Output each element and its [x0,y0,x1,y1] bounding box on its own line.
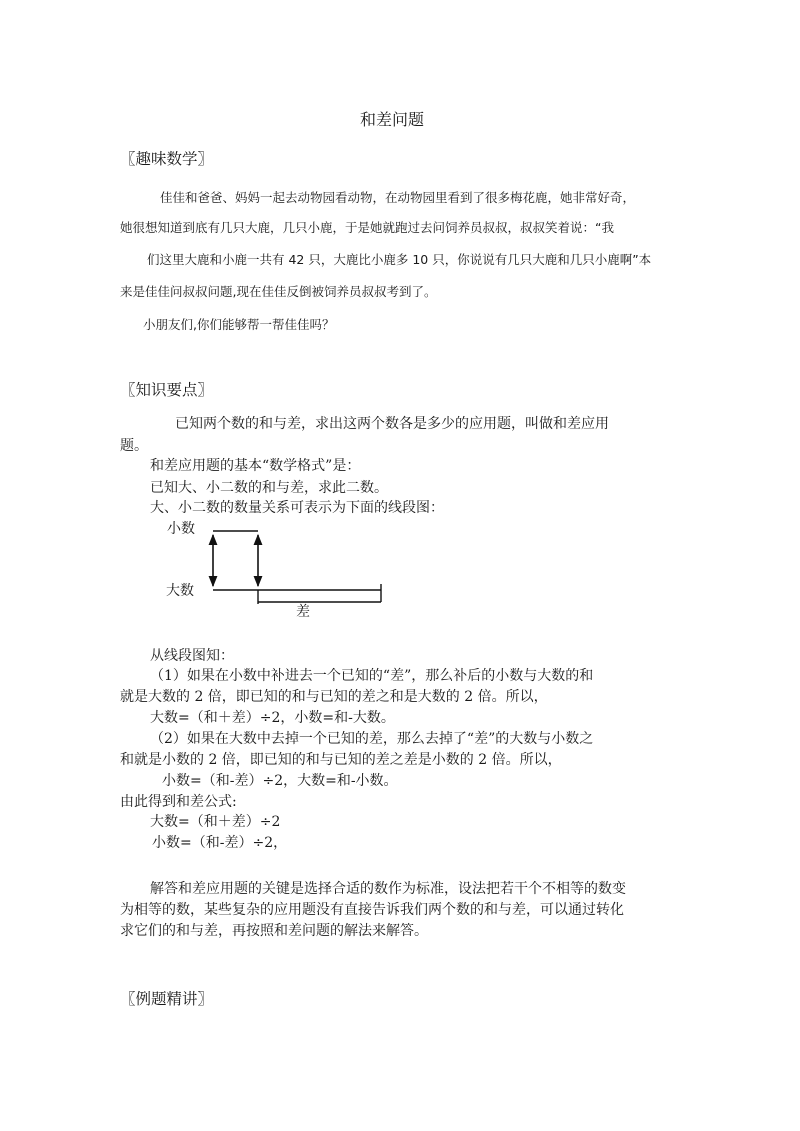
definition-line-1: 已知两个数的和与差，求出这两个数各是多少的应用题，叫做和差应用 [175,416,609,432]
diagram-label-difference: 差 [296,604,310,620]
case1-line-1: （1）如果在小数中补进去一个已知的“差”，那么补后的小数与大数的和 [150,668,594,684]
story-line-4: 来是佳佳问叔叔问题,现在佳佳反倒被饲养员叔叔考到了。 [120,284,437,299]
definition-line-2: 题。 [120,438,148,454]
page-title: 和差问题 [360,110,425,129]
case2-formula: 小数=（和-差）÷2，大数=和-小数。 [162,773,398,789]
conclusion-line-1: 解答和差应用题的关键是选择合适的数作为标准，设法把若干个不相等的数变 [150,881,626,897]
case1-formula: 大数=（和＋差）÷2，小数=和-大数。 [150,710,395,726]
from-diagram: 从线段图知： [150,648,234,664]
formula-big: 大数=（和＋差）÷2 [150,814,281,830]
story-line-2: 她很想知道到底有几只大鹿，几只小鹿，于是她就跑过去问饲养员叔叔，叔叔笑着说：“我 [120,220,614,235]
story-line-1: 佳佳和爸爸、妈妈一起去动物园看动物，在动物园里看到了很多梅花鹿，她非常好奇， [160,190,636,205]
section-heading-fun-math: 〖趣味数学〗 [120,150,214,168]
case2-line-2: 和就是小数的 2 倍，即已知的和与已知的差之差是小数的 2 倍。所以， [120,752,562,768]
format-text: 已知大、小二数的和与差，求此二数。 [150,480,388,496]
diagram-intro: 大、小二数的数量关系可表示为下面的线段图： [150,500,444,516]
formula-intro: 由此得到和差公式: [120,794,237,810]
section-heading-examples: 〖例题精讲〗 [120,990,214,1008]
case2-line-1: （2）如果在大数中去掉一个已知的差，那么去掉了“差”的大数与小数之 [150,731,594,747]
diagram-label-small: 小数 [167,521,195,537]
case1-line-2: 就是大数的 2 倍，即已知的和与已知的差之和是大数的 2 倍。所以， [120,689,548,705]
story-line-3: 们这里大鹿和小鹿一共有 42 只，大鹿比小鹿多 10 只，你说说有几只大鹿和几只小鹿啊”本 [147,252,652,267]
diagram-label-big: 大数 [166,583,194,599]
story-question: 小朋友们,你们能够帮一帮佳佳吗？ [143,317,335,332]
section-heading-key-points: 〖知识要点〗 [120,381,214,399]
conclusion-line-3: 求它们的和与差，再按照和差问题的解法来解答。 [120,923,428,939]
difference-bracket [258,584,381,602]
conclusion-line-2: 为相等的数，某些复杂的应用题没有直接告诉我们两个数的和与差，可以通过转化 [120,902,624,918]
format-intro: 和差应用题的基本“数学格式”是： [150,458,361,474]
formula-small: 小数=（和-差）÷2， [152,835,288,851]
